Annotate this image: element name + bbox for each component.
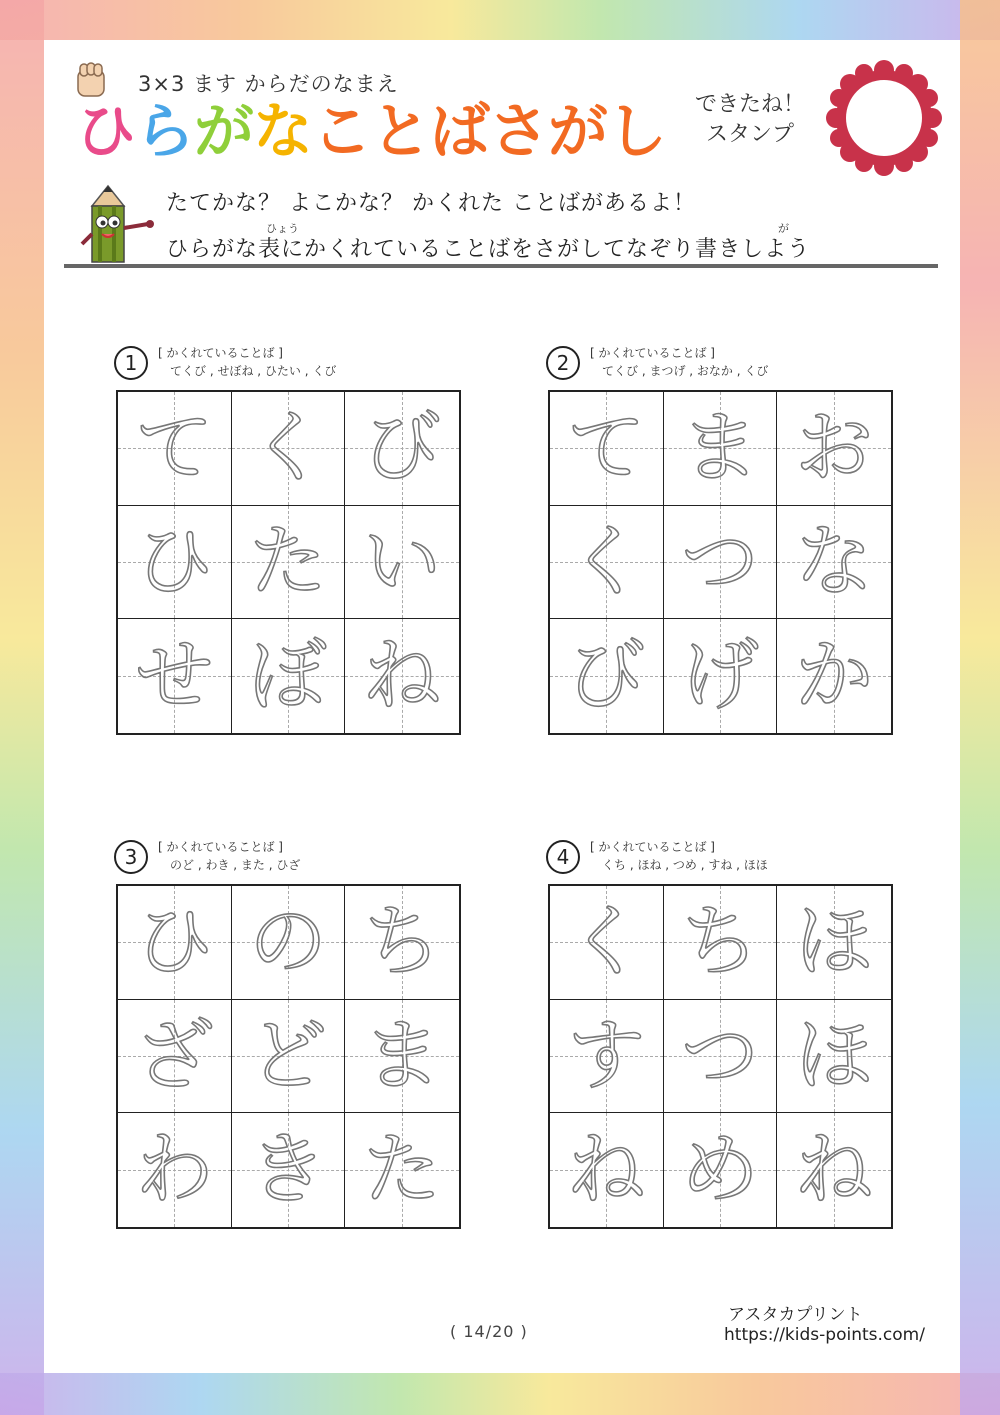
grid-cell[interactable] [345, 1000, 459, 1114]
kana: ち [680, 897, 759, 988]
grid-cell[interactable] [232, 886, 346, 1000]
kana: た [248, 516, 327, 607]
grid-cell[interactable] [345, 506, 459, 620]
grid-cell[interactable] [118, 1113, 232, 1227]
grid-cell[interactable] [550, 619, 664, 733]
hint-words: てくび , せぼね , ひたい , くび [170, 364, 337, 378]
grid-cell[interactable] [118, 506, 232, 620]
grid-cell[interactable] [664, 1113, 778, 1227]
kana: い [363, 516, 442, 607]
grid-cell[interactable] [550, 1113, 664, 1227]
kana-grid [116, 884, 461, 1229]
hint-words: くち , ほね , つめ , すね , ほほ [602, 858, 768, 872]
puzzle-number: 3 [114, 840, 148, 874]
kana: ね [567, 1125, 646, 1216]
hint-title: [ かくれていることば ] [590, 840, 715, 854]
instr-kanji: 書 [695, 237, 719, 262]
grid-cell[interactable] [232, 619, 346, 733]
kana-grid [548, 390, 893, 735]
grid-cell[interactable] [777, 1113, 891, 1227]
kana: め [680, 1125, 759, 1216]
kana: わ [135, 1125, 214, 1216]
kana: つ [680, 516, 759, 607]
stamp-label-line2: スタンプ [705, 121, 794, 147]
grid-cell[interactable] [664, 1000, 778, 1114]
kana: ね [363, 631, 442, 722]
grid-cell[interactable] [777, 619, 891, 733]
grid-cell[interactable] [232, 506, 346, 620]
grid-cell[interactable] [118, 886, 232, 1000]
kana: ま [363, 1010, 442, 1101]
kana: ど [248, 1010, 327, 1101]
stamp-label-line1: できたね！ [694, 92, 805, 117]
grid-cell[interactable] [550, 392, 664, 506]
instruction-line2 [166, 232, 810, 263]
kana-grid [548, 884, 893, 1229]
instr-text: きしよう [718, 237, 811, 262]
stamp-label [690, 90, 810, 149]
kana: ま [680, 403, 759, 494]
kana: か [795, 631, 874, 722]
kana: ほ [795, 897, 874, 988]
kana: ぼ [248, 631, 327, 722]
kana: お [795, 403, 874, 494]
hint-title: [ かくれていることば ] [158, 346, 283, 360]
instr-kanji: 表 [258, 237, 282, 262]
fist-icon [74, 60, 110, 100]
ruby-ga: が [778, 222, 789, 235]
hint-words: のど , わき , また , ひざ [170, 858, 301, 872]
kana: ざ [135, 1010, 214, 1101]
border-bottom [0, 1373, 1000, 1415]
kana: び [567, 631, 646, 722]
kana: き [248, 1125, 327, 1216]
divider-rule [64, 264, 938, 268]
border-left [0, 0, 44, 1415]
puzzle-number: 1 [114, 346, 148, 380]
grid-cell[interactable] [664, 886, 778, 1000]
kana: ね [795, 1125, 874, 1216]
title-part: ら [135, 97, 194, 167]
grid-cell[interactable] [232, 1000, 346, 1114]
grid-cell[interactable] [232, 392, 346, 506]
grid-cell[interactable] [550, 1000, 664, 1114]
grid-cell[interactable] [777, 886, 891, 1000]
grid-cell[interactable] [664, 619, 778, 733]
grid-cell[interactable] [777, 392, 891, 506]
kana: て [567, 403, 646, 494]
grid-cell[interactable] [118, 619, 232, 733]
pencil-mascot-icon [78, 184, 158, 270]
hint-words: てくび , まつげ , おなか , くび [602, 364, 769, 378]
puzzle-number: 4 [546, 840, 580, 874]
ruby-hyou: ひょう [266, 222, 299, 235]
instruction-line1: たてかな？ よこかな？ かくれた ことばがあるよ！ [166, 191, 696, 216]
worksheet-subtitle: 3×3 ます からだのなまえ [138, 72, 399, 96]
grid-cell[interactable] [345, 886, 459, 1000]
grid-cell[interactable] [232, 1113, 346, 1227]
hint-title: [ かくれていることば ] [158, 840, 283, 854]
grid-cell[interactable] [118, 1000, 232, 1114]
kana: せ [135, 631, 214, 722]
grid-cell[interactable] [664, 506, 778, 620]
kana: つ [680, 1010, 759, 1101]
stamp-frame-icon [826, 60, 942, 176]
worksheet-title [76, 97, 666, 167]
kana: く [248, 403, 327, 494]
grid-cell[interactable] [777, 506, 891, 620]
grid-cell[interactable] [550, 506, 664, 620]
kana: ひ [135, 516, 214, 607]
grid-cell[interactable] [345, 619, 459, 733]
kana: く [567, 897, 646, 988]
puzzle-number: 2 [546, 346, 580, 380]
title-part: が [194, 97, 253, 167]
kana: げ [680, 631, 759, 722]
title-part: ことばさがし [312, 97, 666, 167]
instr-text: にかくれていることばをさがしてなぞり [281, 237, 696, 262]
kana: て [135, 403, 214, 494]
border-right [960, 0, 1000, 1415]
kana: ほ [795, 1010, 874, 1101]
grid-cell[interactable] [118, 392, 232, 506]
hint-title: [ かくれていることば ] [590, 346, 715, 360]
grid-cell[interactable] [345, 1113, 459, 1227]
site-name: アスタカプリント [728, 1305, 863, 1325]
title-part: ひ [76, 97, 135, 167]
kana: ち [363, 897, 442, 988]
kana: ひ [135, 897, 214, 988]
site-url[interactable]: https://kids-points.com/ [724, 1325, 925, 1345]
grid-cell[interactable] [777, 1000, 891, 1114]
grid-cell[interactable] [345, 392, 459, 506]
kana: の [248, 897, 327, 988]
kana: た [363, 1125, 442, 1216]
grid-cell[interactable] [664, 392, 778, 506]
kana: び [363, 403, 442, 494]
kana: す [567, 1010, 646, 1101]
border-top [0, 0, 1000, 40]
page-number: ( 14/20 ) [450, 1322, 528, 1341]
instr-text: ひらがな [166, 237, 259, 262]
kana: く [567, 516, 646, 607]
title-part: な [253, 97, 312, 167]
grid-cell[interactable] [550, 886, 664, 1000]
kana-grid [116, 390, 461, 735]
kana: な [795, 516, 874, 607]
